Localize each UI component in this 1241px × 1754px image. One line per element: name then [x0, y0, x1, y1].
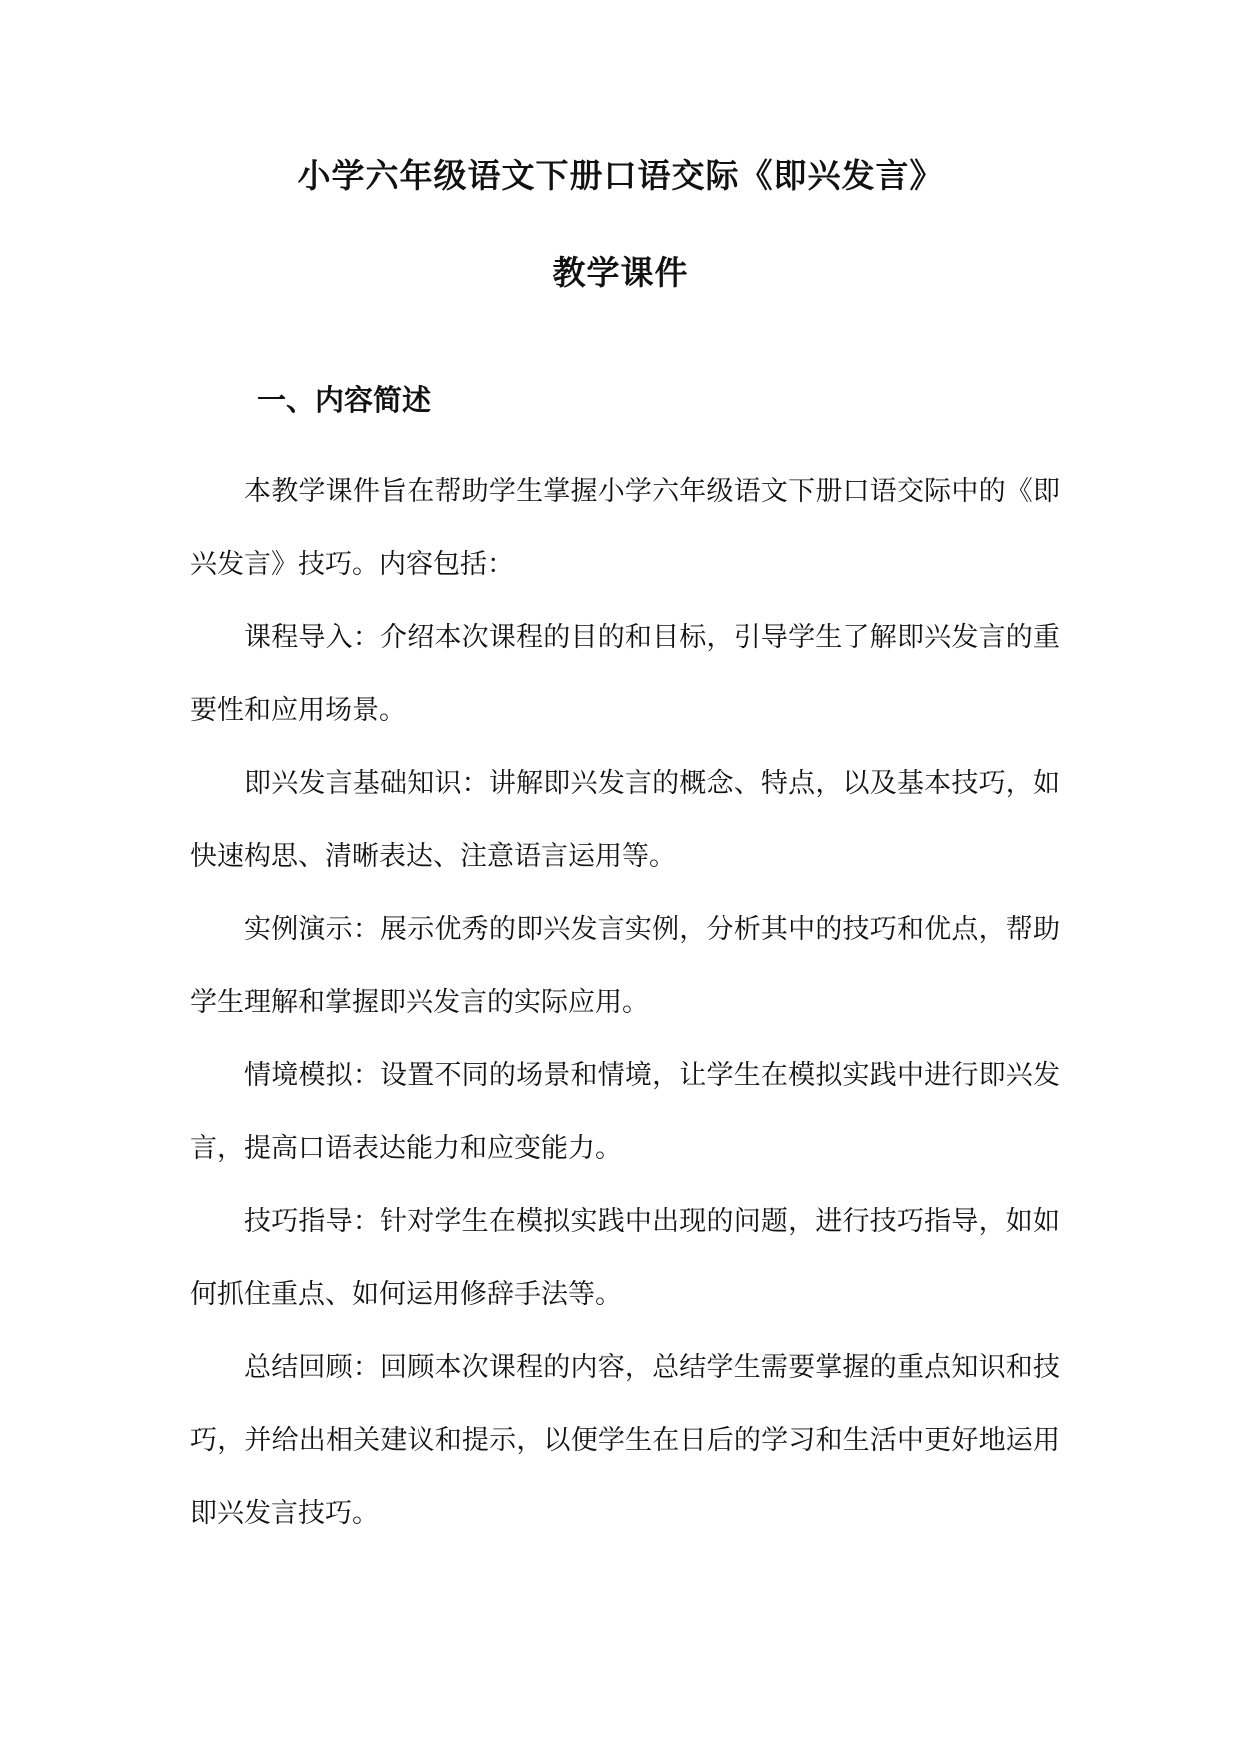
paragraph-intro: 本教学课件旨在帮助学生掌握小学六年级语文下册口语交际中的《即兴发言》技巧。内容包括：: [190, 476, 1060, 580]
paragraph-examples: 实例演示：展示优秀的即兴发言实例，分析其中的技巧和优点，帮助学生理解和掌握即兴发言的实际应用。: [190, 914, 1060, 1018]
paragraph-course-intro: 课程导入：介绍本次课程的目的和目标，引导学生了解即兴发言的重要性和应用场景。: [190, 622, 1060, 726]
paragraph-simulation: 情境模拟：设置不同的场景和情境，让学生在模拟实践中进行即兴发言，提高口语表达能力和应变能力。: [190, 1060, 1060, 1164]
section-heading: 一、内容简述: [257, 383, 432, 417]
document-title-line-1: 小学六年级语文下册口语交际《即兴发言》: [297, 156, 944, 195]
paragraph-basics: 即兴发言基础知识：讲解即兴发言的概念、特点，以及基本技巧，如快速构思、清晰表达、注意语言运用等。: [190, 768, 1060, 872]
paragraph-summary: 总结回顾：回顾本次课程的内容，总结学生需要掌握的重点知识和技巧，并给出相关建议和提示，以便学生在日后的学习和生活中更好地运用即兴发言技巧。: [190, 1352, 1060, 1529]
paragraph-guidance: 技巧指导：针对学生在模拟实践中出现的问题，进行技巧指导，如如何抓住重点、如何运用修辞手法等。: [190, 1206, 1060, 1310]
section-body: [190, 455, 1060, 1550]
document-title-line-2: 教学课件: [552, 253, 689, 292]
